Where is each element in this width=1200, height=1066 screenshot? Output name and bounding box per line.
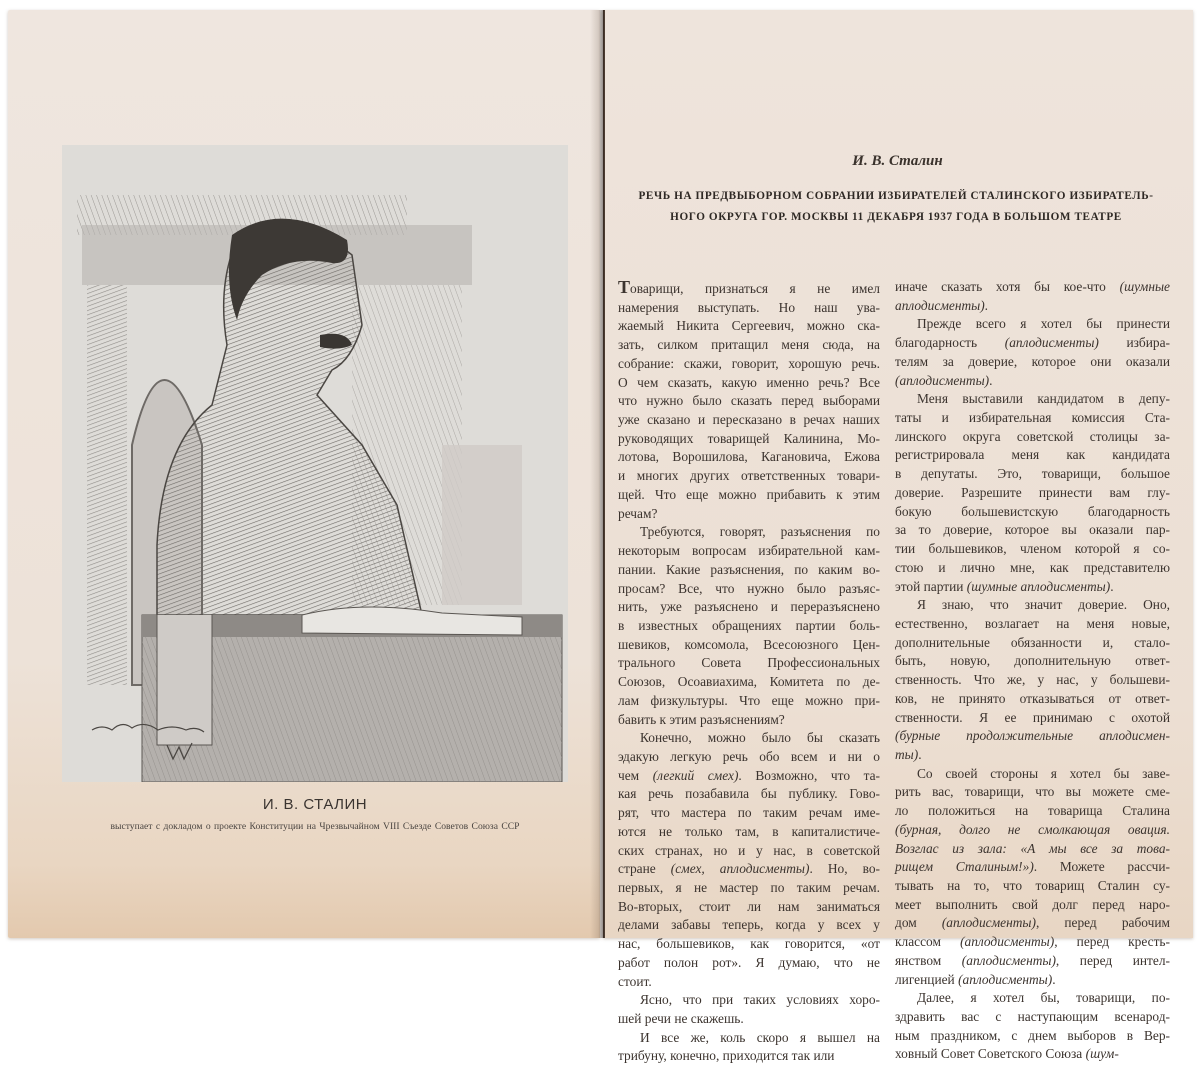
text-line: этой партии (шумные аплодисменты). [895,578,1114,594]
text-line: бокую большевистскую благодарность [895,503,1170,519]
text-line: Союзов, Осоавиахима, Комитета по де- [618,674,880,690]
text-line: ты). [895,746,922,762]
text-line [895,727,1170,746]
text-line: Я знаю, что значит доверие. Оно, [917,597,1170,613]
text-line: тии большевиков, членом которой я со- [895,541,1170,557]
text-line: кая речь позабавила бы публику. Гово- [618,786,880,802]
text-line: уже сказано и пересказано в речах наших [618,412,880,428]
stage-direction: (смех, аплодисменты) [670,861,810,877]
text-column-right [895,278,1170,1064]
stage-direction: рищем Сталиным!») [895,859,1034,875]
speech-title [618,186,1174,228]
speech-title-line: РЕЧЬ НА ПРЕДВЫБОРНОМ СОБРАНИИ ИЗБИРАТЕЛЕЙ СТАЛИНСКОГО ИЗБИРАТЕЛЬ- [638,190,1154,202]
stage-direction: Возглас из зала: «А мы все за това- [895,840,1170,856]
text-line: работ полон рот». Я думаю, что не [618,954,880,970]
text-line: в известных обращениях партии боль- [618,617,880,633]
text-line: О чем сказать, какую именно речь? Все [618,374,880,390]
text-line: что нужно было сказать перед выборами [618,393,880,409]
text-line: Далее, я хотел бы, товарищи, по- [917,990,1170,1006]
text-line: Меня выставили кандидатом в депу- [917,391,1170,407]
text-line: зать, силком притащил меня сюда, на [618,337,880,353]
text-line: рищем Сталиным!»). Можете рассчи- [895,859,1170,875]
text-line: таты и избирательная комиссия Ста- [895,410,1170,426]
text-line: стою и лично мне, как представителю [895,559,1170,575]
text-line: лотова, Ворошилова, Кагановича, Ежова [618,449,880,465]
book-spine [590,10,604,938]
text-line: аплодисменты). [895,297,989,313]
text-line: чем (легкий смех). Возможно, что та- [618,767,880,783]
text-line: Требуются, говорят, разъяснения по [640,524,880,540]
text-line: меет выполнить свой долг перед наро- [895,896,1170,912]
text-line: дом (аплодисменты), перед рабочим [895,915,1170,931]
text-line: эдакую легкую речь обо всем и ни о [618,748,880,764]
text-line: иначе сказать хотя бы кое-что (шумные [895,279,1170,294]
text-line: доверие. Разрешите принести вам глу- [895,484,1170,500]
text-line: Во-вторых, стоит ли нам заниматься [618,898,880,914]
text-line: пании. Какие разъяснения, по каким во- [618,561,880,577]
stage-direction: (аплодисменты) [895,372,990,388]
text-line: ются не только там, в капиталистиче- [618,823,880,839]
text-line [895,821,1170,840]
text-line: И все же, коль скоро я вышел на [640,1029,880,1045]
text-line: благодарность (аплодисменты) избира- [895,335,1170,351]
text-line: дополнительные обязанности и, стало- [895,634,1170,650]
text-line [895,840,1170,859]
text-line: в депутаты. Это, товарищи, большое [895,466,1170,482]
speech-title-line: НОГО ОКРУГА ГОР. МОСКВЫ 11 ДЕКАБРЯ 1937 ГОДА В БОЛЬШОМ ТЕАТРЕ [670,211,1122,223]
text-line: и многих других ответственных товари- [618,468,880,484]
text-line: некоторым вопросам избирательной кам- [618,543,880,559]
text-line: линского округа советской столицы за- [895,428,1170,444]
text-line: делами забавы теперь, когда у всех у [618,917,880,933]
text-line: здравить вас с наступающим всенарод- [895,1009,1170,1025]
portrait-illustration [62,145,568,782]
text-line: быть, новую, дополнительную ответ- [895,653,1170,669]
text-line: янством (аплодисменты), перед интел- [895,952,1170,968]
stage-direction: (аплодисменты) [958,971,1053,987]
text-line: ских странах, но и у нас, в советской [618,842,880,858]
text-line: стоит. [618,973,652,989]
text-column-left [618,278,880,1066]
text-line: тывать на то, что товарищ Сталин су- [895,878,1170,893]
text-line: Конечно, можно было бы сказать [640,730,880,746]
text-line: естественно, возлагает на меня новые, [895,615,1170,631]
text-line: телям за доверие, которое они оказали [895,353,1170,369]
text-line: просам? Все, что нужно было разъяс- [618,580,880,596]
stage-direction: (шумные аплодисменты) [966,578,1111,594]
stage-direction: (легкий смех) [652,767,739,783]
text-line: за то доверие, которое вы оказали пар- [895,522,1170,538]
text-line: ным праздником, с днем выборов в Вер- [895,1027,1170,1043]
text-line: классом (аплодисменты), перед кресть- [895,934,1170,950]
text-line: Товарищи, признаться я не имел [618,277,880,297]
text-line: рят, что мастера по таким речам име- [618,805,880,821]
text-line: первых, я не мастер по таким речам. [618,880,880,895]
text-line: стране (смех, аплодисменты). Но, во- [618,861,880,877]
stage-direction: (бурные продолжительные аплодисмен- [895,728,1170,744]
text-line: речам? [618,505,658,521]
text-line: ственность. Что же, у нас, у большеви- [895,672,1170,688]
text-line: ло положиться на товарища Сталина [895,803,1170,819]
stage-direction: (аплодисменты) [961,952,1056,968]
text-line: Со своей стороны я хотел бы заве- [917,765,1170,781]
text-line: ховный Совет Советского Союза (шум- [895,1046,1119,1062]
illustration-caption-title: И. В. СТАЛИН [262,796,368,813]
stage-direction: (аплодисменты) [1004,335,1099,351]
text-line: жаемый Никита Сергеевич, можно ска- [618,318,880,334]
stage-direction: (аплодисменты) [941,915,1036,931]
text-line: рить вас, товарищи, что вы можете сме- [895,784,1170,800]
text-line: нить, уже разъяснено и переразъяснено [618,599,880,615]
text-line: бавить к этим разъяснениям? [618,711,785,727]
text-line: нас, большевиков, как говорится, «от [618,936,880,952]
stage-direction: аплодисменты) [895,297,985,313]
text-line: (аплодисменты). [895,372,993,388]
stage-direction: (шум- [1085,1046,1119,1062]
text-line: лигенцией (аплодисменты). [895,971,1056,987]
stage-direction: ты) [895,746,919,762]
illustration-caption-subtitle: выступает с докладом о проекте Конституции на Чрезвычайном VIII Съезде Советов Союза ССР [110,821,520,832]
text-line: ков, не принято отказываться от ответ- [895,690,1170,706]
text-line: трального Совета Профессиональных [618,655,880,671]
text-line: щей. Что еще можно прибавить к этим [618,486,880,502]
text-line: собрание: скажи, говорит, хорошую речь. [618,355,880,371]
text-line: лам физкультуры. Что еще можно при- [618,692,880,708]
stage-direction: (бурная, долго не смолкающая овация. [895,821,1170,837]
drop-cap: Т [618,277,631,297]
text-line: Прежде всего я хотел бы принести [917,316,1170,332]
text-line: шевиков, комсомола, Всесоюзного Цен- [618,636,880,652]
stage-direction: (шумные [1119,279,1170,294]
text-line: трибуну, конечно, приходится так или [618,1048,835,1064]
text-line: регистрировала меня как кандидата [895,447,1170,463]
text-line: шей речи не скажешь. [618,1011,744,1027]
text-line: Ясно, что при таких условиях хоро- [640,992,880,1008]
stage-direction: (аплодисменты) [960,934,1055,950]
text-line: намерения выступать. Но наш ува- [618,299,880,315]
text-line: руководящих товарищей Калинина, Мо- [618,430,880,446]
author-name: И. В. Сталин [852,153,943,169]
text-line: ственности. Я ее принимаю с охотой [895,709,1170,725]
